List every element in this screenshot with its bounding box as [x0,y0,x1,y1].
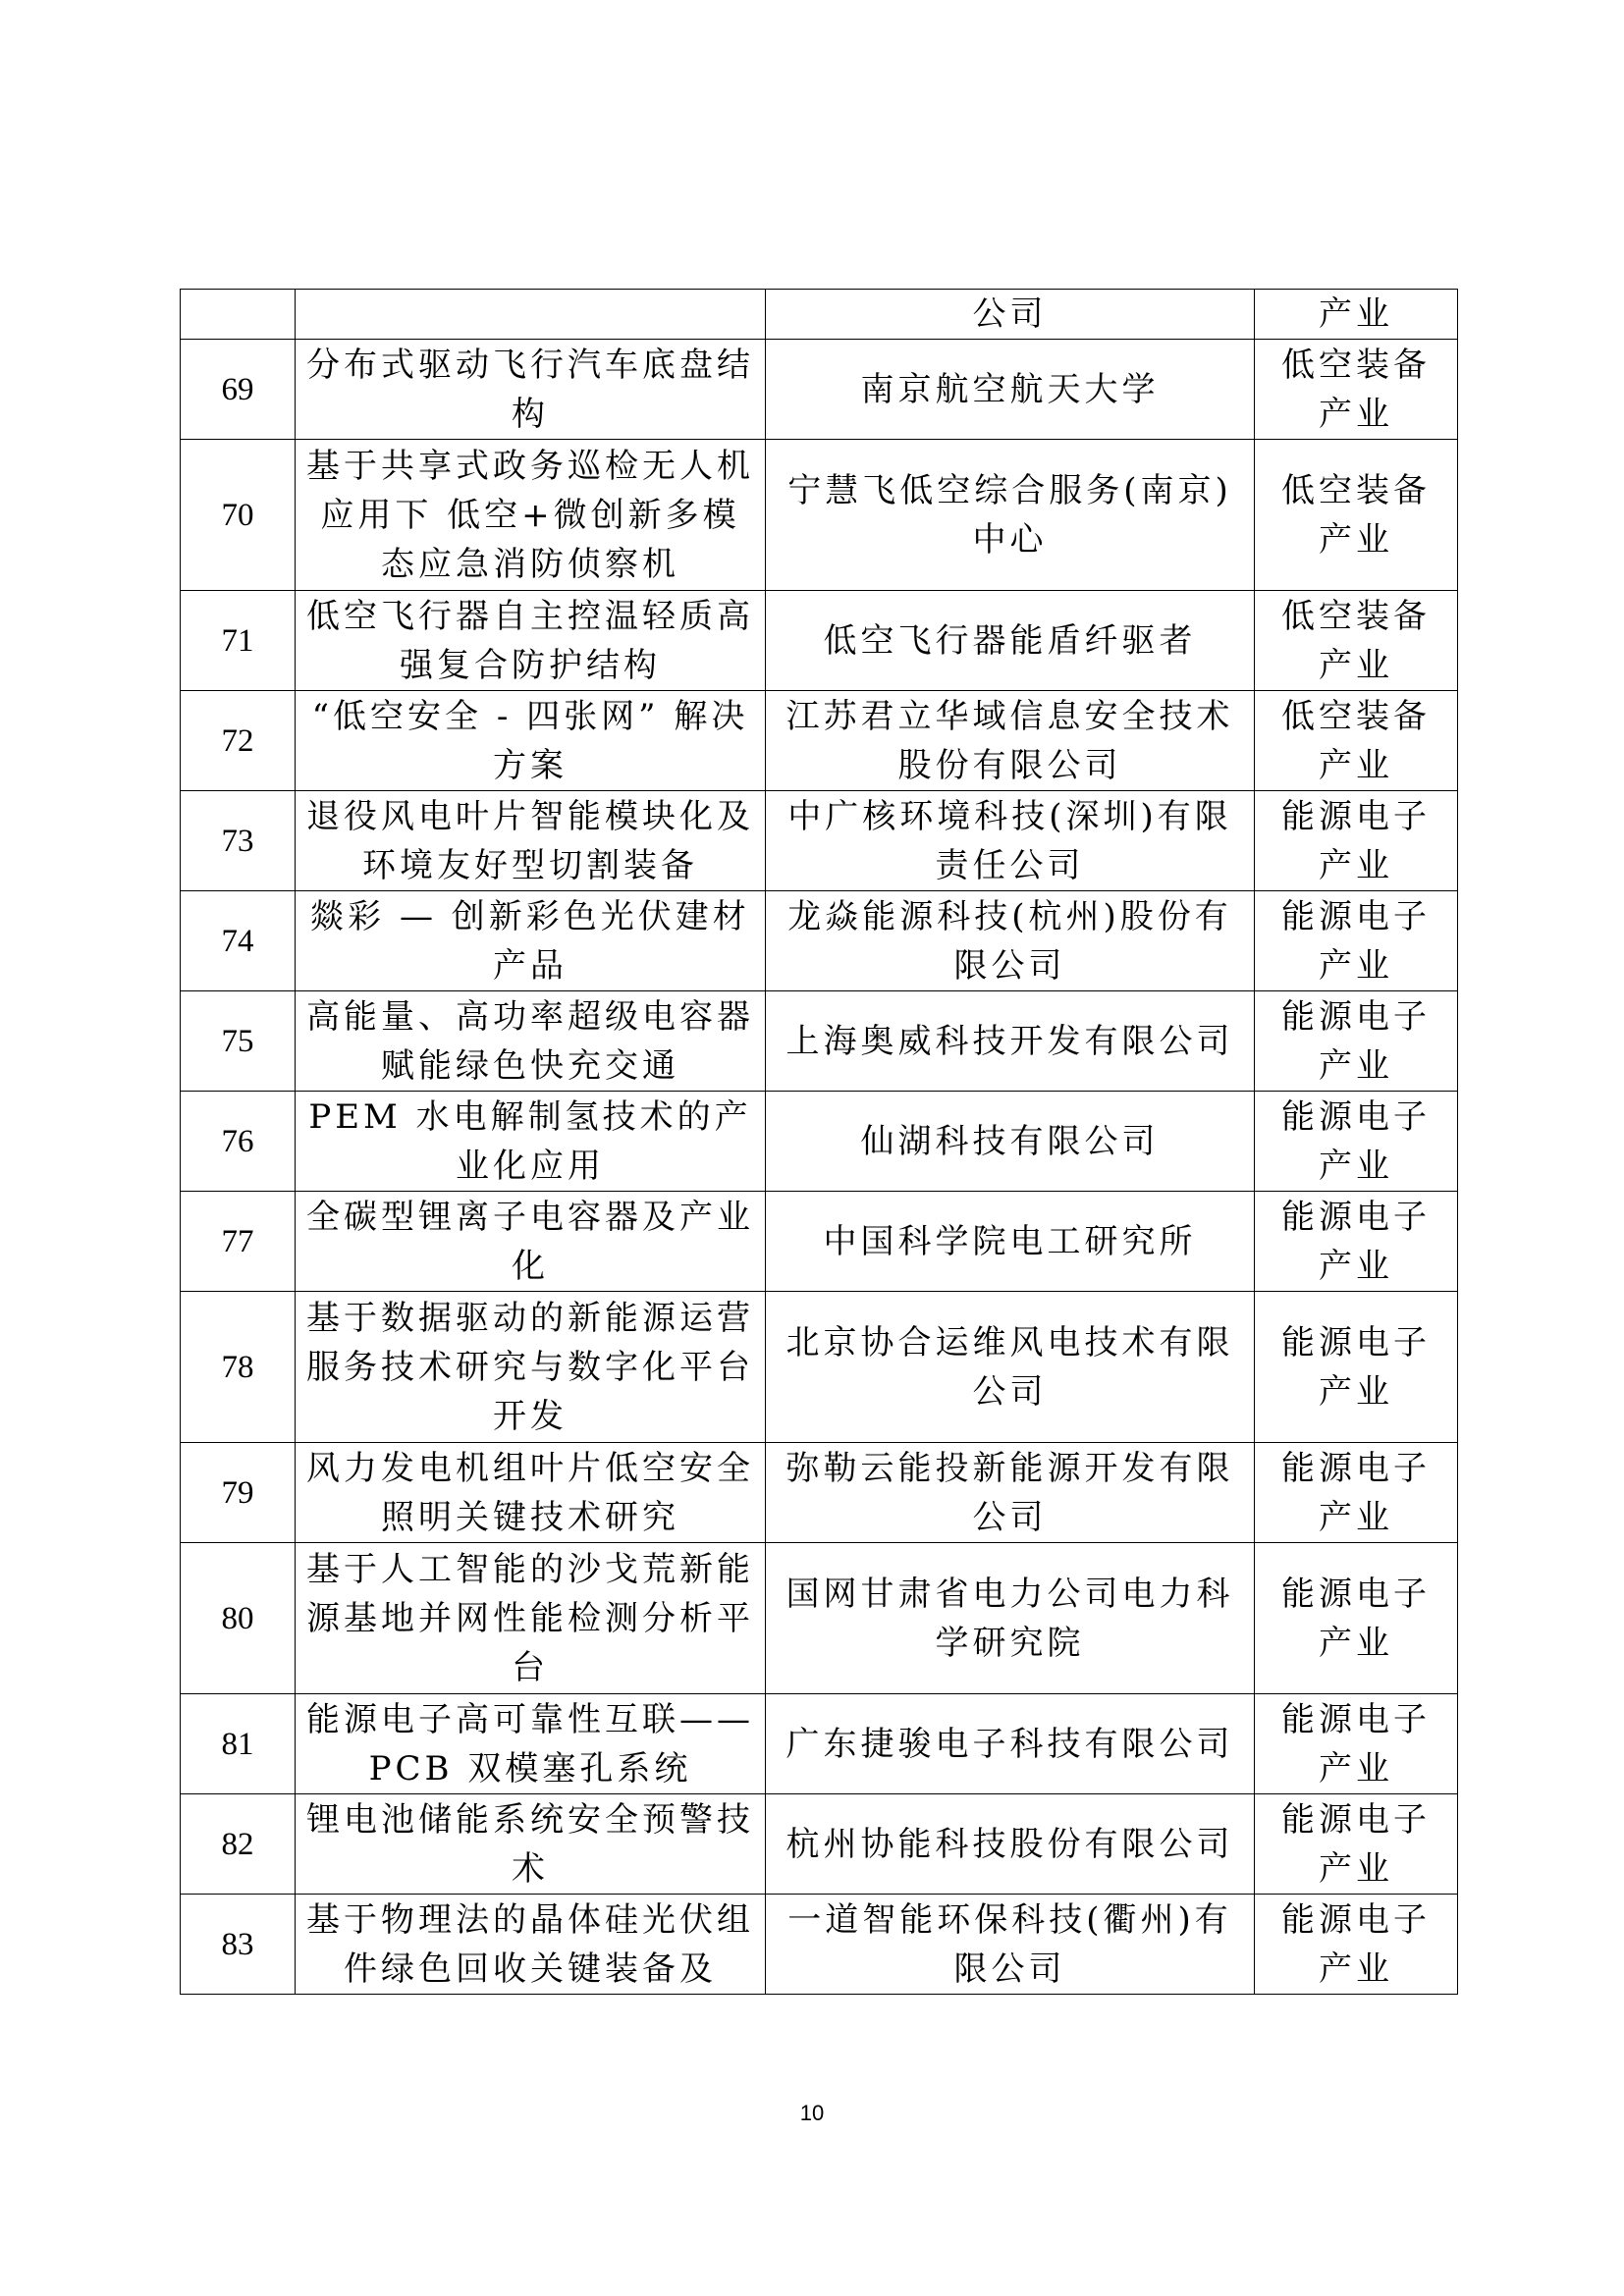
row-number [181,290,296,340]
row-number: 78 [181,1292,296,1443]
row-number: 80 [181,1543,296,1694]
project-name: 基于物理法的晶体硅光伏组件绿色回收关键装备及 [296,1895,766,1995]
industry: 能源电子产业 [1255,1543,1458,1694]
organization: 低空飞行器能盾纤驱者 [766,591,1255,691]
table-row [181,691,1458,791]
table-row [181,991,1458,1092]
table-row [181,1443,1458,1543]
table-row [181,591,1458,691]
industry: 能源电子产业 [1255,1895,1458,1995]
table-row [181,891,1458,991]
organization: 一道智能环保科技(衢州)有限公司 [766,1895,1255,1995]
row-number: 69 [181,340,296,440]
row-number: 77 [181,1192,296,1292]
table-row [181,1292,1458,1443]
industry: 能源电子产业 [1255,1092,1458,1192]
organization: 北京协合运维风电技术有限公司 [766,1292,1255,1443]
industry: 能源电子产业 [1255,791,1458,891]
organization: 上海奥威科技开发有限公司 [766,991,1255,1092]
project-name: 基于数据驱动的新能源运营服务技术研究与数字化平台开发 [296,1292,766,1443]
table-row [181,290,1458,340]
project-name: 锂电池储能系统安全预警技术 [296,1794,766,1895]
project-name: 高能量、高功率超级电容器赋能绿色快充交通 [296,991,766,1092]
row-number: 76 [181,1092,296,1192]
project-name: 燚彩 — 创新彩色光伏建材产品 [296,891,766,991]
project-name: 退役风电叶片智能模块化及环境友好型切割装备 [296,791,766,891]
table-row [181,1192,1458,1292]
organization: 广东捷骏电子科技有限公司 [766,1694,1255,1794]
organization: 江苏君立华域信息安全技术股份有限公司 [766,691,1255,791]
project-name: 能源电子高可靠性互联——PCB 双模塞孔系统 [296,1694,766,1794]
row-number: 75 [181,991,296,1092]
industry: 低空装备产业 [1255,691,1458,791]
table-row [181,1895,1458,1995]
project-name: 分布式驱动飞行汽车底盘结构 [296,340,766,440]
table-row [181,340,1458,440]
project-name: 全碳型锂离子电容器及产业化 [296,1192,766,1292]
industry: 能源电子产业 [1255,1794,1458,1895]
industry: 能源电子产业 [1255,991,1458,1092]
industry: 低空装备产业 [1255,591,1458,691]
industry: 能源电子产业 [1255,891,1458,991]
industry: 能源电子产业 [1255,1192,1458,1292]
organization: 公司 [766,290,1255,340]
table-row [181,1694,1458,1794]
page-number: 10 [799,2101,825,2125]
row-number: 71 [181,591,296,691]
row-number: 70 [181,440,296,591]
organization: 国网甘肃省电力公司电力科学研究院 [766,1543,1255,1694]
organization: 龙焱能源科技(杭州)股份有限公司 [766,891,1255,991]
table-row [181,440,1458,591]
industry: 能源电子产业 [1255,1443,1458,1543]
row-number: 79 [181,1443,296,1543]
organization: 中国科学院电工研究所 [766,1192,1255,1292]
industry: 低空装备产业 [1255,340,1458,440]
project-name: PEM 水电解制氢技术的产业化应用 [296,1092,766,1192]
project-name: 基于人工智能的沙戈荒新能源基地并网性能检测分析平台 [296,1543,766,1694]
project-name: 风力发电机组叶片低空安全照明关键技术研究 [296,1443,766,1543]
table-row [181,791,1458,891]
table-row [181,1794,1458,1895]
organization: 弥勒云能投新能源开发有限公司 [766,1443,1255,1543]
row-number: 83 [181,1895,296,1995]
industry: 低空装备产业 [1255,440,1458,591]
row-number: 82 [181,1794,296,1895]
organization: 南京航空航天大学 [766,340,1255,440]
industry: 产业 [1255,290,1458,340]
table-row [181,1543,1458,1694]
project-name: “低空安全 - 四张网” 解决方案 [296,691,766,791]
project-name: 低空飞行器自主控温轻质高强复合防护结构 [296,591,766,691]
row-number: 73 [181,791,296,891]
row-number: 81 [181,1694,296,1794]
industry: 能源电子产业 [1255,1694,1458,1794]
industry: 能源电子产业 [1255,1292,1458,1443]
table-row [181,1092,1458,1192]
organization: 杭州协能科技股份有限公司 [766,1794,1255,1895]
row-number: 74 [181,891,296,991]
organization: 中广核环境科技(深圳)有限责任公司 [766,791,1255,891]
project-name [296,290,766,340]
row-number: 72 [181,691,296,791]
organization: 仙湖科技有限公司 [766,1092,1255,1192]
project-table [180,289,1458,1995]
organization: 宁慧飞低空综合服务(南京)中心 [766,440,1255,591]
project-name: 基于共享式政务巡检无人机应用下 低空+微创新多模态应急消防侦察机 [296,440,766,591]
